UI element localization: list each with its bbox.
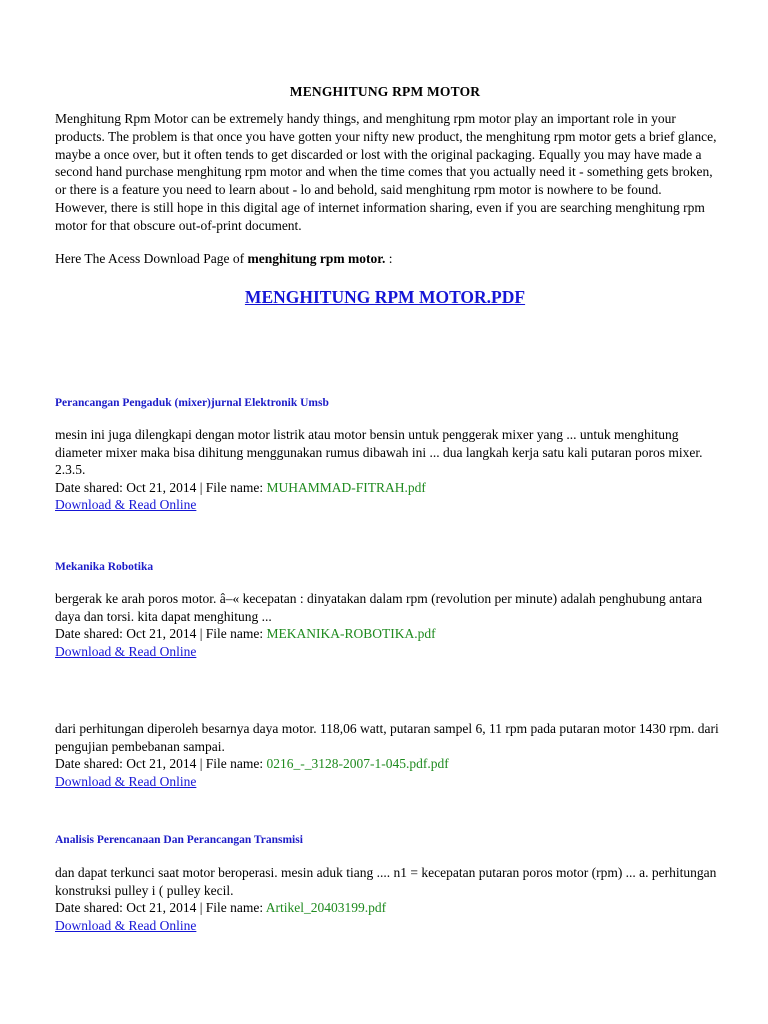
entry-date: Oct 21, 2014	[126, 900, 197, 916]
entry-title[interactable]: Analisis Perencanaan Dan Perancangan Transmisi	[55, 834, 303, 846]
entry-title[interactable]: Mekanika Robotika	[55, 561, 154, 573]
result-entry	[55, 561, 725, 660]
download-row	[55, 643, 725, 661]
download-read-online-link[interactable]: Download & Read Online	[55, 917, 197, 933]
entry-meta	[55, 899, 725, 917]
entry-meta	[55, 479, 725, 497]
access-suffix: :	[385, 251, 393, 266]
entry-description: mesin ini juga dilengkapi dengan motor listrik atau motor bensin untuk penggerak mixer yang ... untuk menghitung diameter mixer maka bisa dihitung menggunakan rumus dibawah ini ... dua langkah kerja satu kali putaran poros mixer. 2.3.5.	[55, 427, 703, 478]
download-row	[55, 917, 725, 935]
file-label: | File name:	[196, 900, 266, 916]
entry-file-name: 0216_-_3128-2007-1-045.pdf.pdf	[266, 756, 449, 772]
download-row	[55, 773, 725, 791]
result-entry	[55, 397, 725, 514]
result-entry	[55, 720, 725, 790]
download-read-online-link[interactable]: Download & Read Online	[55, 643, 197, 659]
entry-title[interactable]: Perancangan Pengaduk (mixer)jurnal Elektronik Umsb	[55, 397, 329, 409]
pdf-download-link[interactable]: MENGHITUNG RPM MOTOR.PDF	[244, 287, 526, 307]
entry-file-name: MUHAMMAD-FITRAH.pdf	[266, 479, 426, 495]
entry-file-name: MEKANIKA-ROBOTIKA.pdf	[266, 626, 436, 642]
entry-description: dan dapat terkunci saat motor beroperasi. mesin aduk tiang .... n1 = kecepatan putaran poros motor (rpm) ... a. perhitungan konstruksi pulley i ( pulley kecil.	[55, 865, 717, 898]
intro-paragraph: Menghitung Rpm Motor can be extremely handy things, and menghitung rpm motor play an important role in your products. The problem is that once you have gotten your nifty new product, the menghitung rpm motor gets a brief glance, maybe a once over, but it often tends to get discarded or lost with the original packaging. Equally you may have made a second hand purchase menghitung rpm motor and when the time comes that you actually need it - something gets broken, or there is a feature you need to learn about - lo and behold, said menghitung rpm motor is nowhere to be found. However, there is still hope in this digital age of internet information sharing, even if you are searching menghitung rpm motor for that obscure out-of-print document.	[55, 111, 717, 233]
date-label: Date shared:	[55, 900, 127, 916]
entry-meta	[55, 625, 725, 643]
result-entry	[55, 834, 725, 934]
download-read-online-link[interactable]: Download & Read Online	[55, 497, 197, 513]
file-label: | File name:	[196, 626, 267, 642]
date-label: Date shared:	[55, 756, 127, 772]
file-label: | File name:	[196, 479, 267, 495]
date-label: Date shared:	[55, 626, 127, 642]
entry-description: dari perhitungan diperoleh besarnya daya motor. 118,06 watt, putaran sampel 6, 11 rpm pada putaran motor 1430 rpm. dari pengujian pembebanan sampai.	[55, 721, 719, 754]
entry-date: Oct 21, 2014	[126, 479, 197, 495]
access-keyword: menghitung rpm motor.	[247, 251, 386, 266]
date-label: Date shared:	[55, 479, 127, 495]
entry-date: Oct 21, 2014	[126, 756, 197, 772]
download-row	[55, 496, 725, 514]
entry-description: bergerak ke arah poros motor. â–« kecepatan : dinyatakan dalam rpm (revolution per minute) adalah penghubung antara daya dan torsi. kita dapat menghitung ...	[55, 591, 703, 624]
access-prefix: Here The Acess Download Page of	[55, 251, 248, 266]
access-line	[55, 251, 715, 267]
file-label: | File name:	[196, 756, 267, 772]
download-read-online-link[interactable]: Download & Read Online	[55, 773, 197, 789]
document-title: MENGHITUNG RPM MOTOR	[289, 84, 481, 99]
entry-date: Oct 21, 2014	[126, 626, 197, 642]
entry-file-name: Artikel_20403199.pdf	[265, 900, 387, 916]
entry-meta	[55, 755, 725, 773]
pdf-download-heading	[55, 287, 715, 308]
